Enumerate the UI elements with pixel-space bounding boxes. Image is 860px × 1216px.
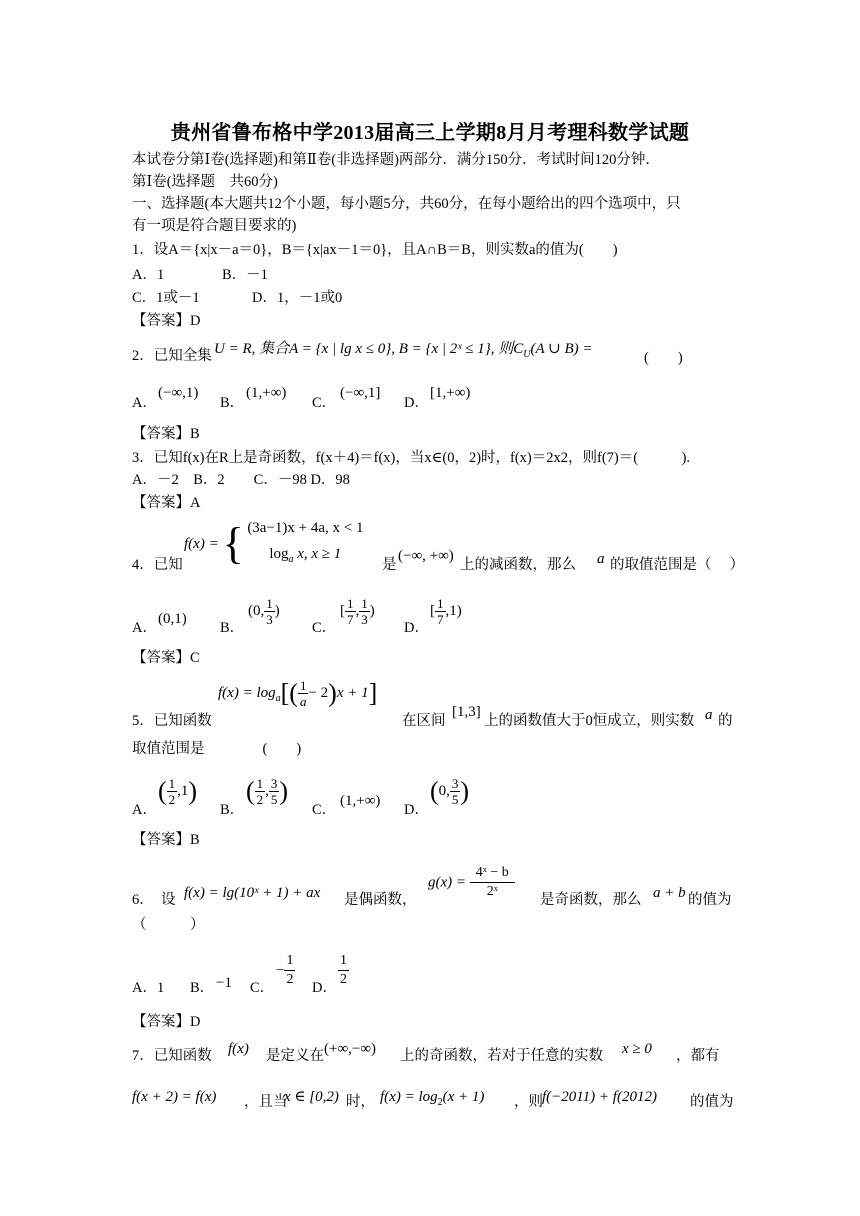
q5-a-frac: [167, 776, 178, 807]
q6-d-den: 2: [340, 972, 347, 987]
q4-c-right: ): [369, 602, 375, 619]
q5-interval: [1,3]: [452, 704, 481, 720]
q7-l2-b: 时，: [346, 1094, 375, 1110]
intro-text: 本试卷分第Ⅰ卷(选择题)和第Ⅱ卷(非选择题)两部分．满分150分．考试时间120分钟．: [132, 152, 660, 168]
q5-fx: f(x) = log: [218, 684, 276, 701]
q5-b-den1: 2: [256, 792, 264, 807]
q5-d-den: 5: [451, 792, 459, 807]
q1-option-c: C．1或－1: [132, 290, 200, 306]
q4-option-d: [430, 596, 462, 627]
q4-case-2-sub: a: [288, 554, 294, 565]
q5-inner-frac: [298, 678, 309, 709]
q5-label-a: A．: [132, 802, 157, 818]
q6-option-d: [338, 952, 349, 989]
q5-option-d: [430, 776, 469, 807]
q6-gx: [428, 864, 515, 901]
q5-paren-close: ): [328, 678, 337, 708]
section-instructions-1: 一、选择题(本大题共12个小题，每小题5分，共60分，在每小题给出的四个选项中，只: [132, 196, 681, 212]
q5-var-text: a: [705, 707, 713, 723]
q6-c-num: 1: [284, 952, 295, 971]
q7-periodic-text: f(x + 2) = f(x): [132, 1089, 217, 1105]
q6-label-b: B．: [190, 980, 215, 996]
q5-b-frac1: [255, 776, 266, 807]
q4-tail2: 的取值范围是（ ）: [610, 557, 745, 573]
q6-answer: 【答案】D: [132, 1014, 201, 1030]
q5-b-frac2: [269, 776, 280, 807]
q4-piecewise: [184, 515, 364, 573]
q1-option-d: D．1，－1或0: [252, 290, 343, 306]
q5-tail: 上的函数值大于0恒成立，则实数: [484, 713, 695, 729]
q5-bracket-open: [(: [280, 678, 298, 708]
q4-d-frac: [435, 596, 446, 627]
q1-option-a: A．1: [132, 267, 165, 283]
q6-ab: [653, 884, 686, 902]
q5-a-num: 1: [168, 776, 176, 791]
q4-option-b: [248, 596, 280, 627]
q7-domain-text: x ∈ [0,2): [284, 1089, 339, 1105]
q2-label-a: A．: [132, 395, 157, 411]
q5-tail2: 的: [718, 713, 733, 729]
q7-fx: [228, 1040, 249, 1058]
q5-d-close: ): [460, 776, 470, 806]
q4-var: [597, 550, 605, 568]
q4-tail: 上的减函数，那么: [460, 557, 576, 573]
q5-d-num: 3: [451, 776, 459, 791]
q7-sum-text: f(−2011) + f(2012): [542, 1089, 657, 1105]
q7-l2-d: 的值为: [690, 1094, 734, 1110]
q6-ab-text: a + b: [653, 885, 686, 901]
q2-expr-sub: U: [523, 349, 531, 360]
q2-option-d: [1,+∞): [430, 385, 471, 401]
q5-a-open: (: [158, 776, 167, 806]
q5-b-num2: 3: [270, 776, 278, 791]
q7-l2-c: ，则: [514, 1094, 543, 1110]
q3-stem: 3．已知f(x)在R上是奇函数，f(x＋4)＝f(x)，当x∈(0，2)时，f(x)＝2x2，则f(7)＝( ).: [132, 450, 691, 466]
page-title: 贵州省鲁布格中学2013届高三上学期8月月考理科数学试题: [170, 122, 690, 144]
q7-mid: 是定义在: [266, 1048, 324, 1064]
q4-c-comma: ,: [355, 602, 360, 619]
q3-answer: 【答案】A: [132, 495, 201, 511]
q4-c-frac1: [345, 596, 356, 627]
q2-option-a: (−∞,1): [158, 385, 199, 401]
q6-d-frac: [338, 952, 349, 989]
q5-label-b: B．: [220, 802, 245, 818]
q7-l2-a: ，且当: [244, 1094, 288, 1110]
q5-inner-tail: − 2: [308, 684, 329, 701]
q4-b-den: 3: [266, 612, 273, 627]
q5-d-frac: [450, 776, 461, 807]
q6-c-den: 2: [286, 972, 294, 987]
q2-expression: [214, 340, 593, 364]
q5-option-c: (1,+∞): [340, 793, 381, 809]
q5-d-open: (: [430, 776, 439, 806]
q7-periodic: [132, 1088, 216, 1106]
q5-b-num1: 1: [256, 776, 264, 791]
q7-tail: 上的奇函数，若对于任意的实数: [400, 1048, 603, 1064]
q6-tail: 是奇函数，那么: [540, 892, 642, 908]
q6-gx-num: 4ˣ − b: [470, 864, 515, 883]
q4-c-num2: 1: [361, 596, 368, 611]
q5-function: [218, 678, 377, 709]
q4-cases: [247, 515, 363, 573]
q5-line2: 取值范围是 ( ): [132, 741, 302, 757]
q2-lead: 2．已知全集: [132, 348, 212, 364]
q5-option-b: ( $\frac{1}{2}$ , $\frac{3}{5}$ ): [246, 776, 289, 807]
q5-var: [705, 706, 713, 724]
q4-fx: f(x) =: [184, 536, 219, 552]
q4-label-a: A．: [132, 620, 157, 636]
q6-c-frac: [284, 952, 295, 989]
q6-d-num: 1: [338, 952, 349, 971]
q5-b-open: (: [246, 776, 255, 806]
q2-answer: 【答案】B: [132, 426, 200, 442]
q4-option-c: [340, 596, 375, 627]
q5-lead: 5．已知函数: [132, 713, 212, 729]
q4-c-num1: 1: [347, 596, 354, 611]
q6-option-a: A．1: [132, 980, 165, 996]
q4-case-1: (3a−1)x + 4a, x < 1: [247, 520, 364, 536]
q6-tail2: 的值为: [688, 892, 732, 908]
q5-a-den: 2: [168, 792, 176, 807]
q2-label-c: C．: [312, 395, 337, 411]
q5-bracket-close: ]: [368, 678, 378, 708]
q4-interval: (−∞, +∞): [398, 548, 454, 564]
q5-answer: 【答案】B: [132, 832, 200, 848]
q4-b-left: (0,: [248, 602, 265, 619]
q5-fx-sub: a: [275, 692, 281, 704]
q2-paren: ( ): [644, 350, 683, 366]
q6-lead: 6． 设: [132, 892, 176, 908]
q4-mid: 是: [382, 557, 397, 573]
q2-option-b: (1,+∞): [246, 385, 287, 401]
q4-d-right: ,1): [445, 602, 462, 619]
q6-option-b: −1: [216, 975, 232, 991]
q5-a-tail: ,1: [177, 782, 189, 799]
section-instructions-2: 有一项是符合题目要求的): [132, 218, 297, 234]
q7-cond-text: x ≥ 0: [622, 1041, 652, 1057]
q4-case-2: [247, 541, 363, 573]
q4-b-right: ): [274, 602, 280, 619]
q4-brace: {: [222, 519, 244, 568]
q4-d-num: 1: [437, 596, 444, 611]
q4-c-left: [: [340, 602, 345, 619]
q4-lead: 4．已知: [132, 557, 183, 573]
q4-label-c: C．: [312, 620, 337, 636]
q4-b-frac: [264, 596, 275, 627]
part-heading: 第Ⅰ卷(选择题 共60分): [132, 174, 278, 190]
q4-d-left: [: [430, 602, 435, 619]
q7-log-sub: 2: [437, 1097, 443, 1108]
q4-option-a: (0,1): [158, 611, 187, 627]
q5-mid: 在区间: [402, 713, 446, 729]
q5-label-c: C．: [312, 802, 337, 818]
q6-gx-text: g(x) =: [428, 874, 467, 891]
q7-log-tail: (x + 1): [442, 1089, 485, 1105]
q7-tail2: ，都有: [676, 1048, 720, 1064]
q4-case-2-tail: x, x ≥ 1: [293, 546, 342, 562]
q4-var-text: a: [597, 551, 605, 567]
q5-label-d: D．: [404, 802, 429, 818]
q6-gx-frac: [470, 864, 515, 901]
q4-label-d: D．: [404, 620, 429, 636]
q5-inner-den: a: [299, 694, 307, 709]
q5-b-close: ): [279, 776, 289, 806]
q7-fx-text: f(x): [228, 1041, 249, 1057]
q6-gx-den: 2ˣ: [486, 884, 498, 899]
q7-sum: [542, 1088, 657, 1106]
q5-a-close: ): [188, 776, 198, 806]
q7-log: [380, 1088, 484, 1112]
q6-label-c: C．: [250, 980, 275, 996]
q6-fx: [184, 884, 320, 902]
q4-d-den: 7: [437, 612, 444, 627]
q6-fx-text: f(x) = lg(10ˣ + 1) + ax: [184, 885, 321, 901]
q5-inner-x: x + 1: [336, 684, 369, 701]
q6-c-sign: −: [276, 962, 285, 979]
q5-option-a: [158, 776, 197, 807]
q4-answer: 【答案】C: [132, 650, 200, 666]
q7-lead: 7．已知函数: [132, 1048, 212, 1064]
q7-domain: [284, 1088, 339, 1106]
q4-b-num: 1: [266, 596, 273, 611]
q2-label-d: D．: [404, 395, 429, 411]
q4-c-frac2: [359, 596, 370, 627]
q7-log-text: f(x) = log: [380, 1089, 438, 1105]
q3-options: A．－2 B．2 C．－98 D．98: [132, 472, 350, 488]
q7-cond: [622, 1040, 652, 1058]
q5-inner-num: 1: [299, 678, 307, 693]
q6-label-d: D．: [312, 980, 337, 996]
q4-label-b: B．: [220, 620, 245, 636]
q5-b-den2: 5: [270, 792, 278, 807]
q1-stem: 1．设A＝{x|x－a＝0}，B＝{x|ax－1＝0}，且A∩B＝B，则实数a的值为( ): [132, 242, 618, 258]
q6-mid: 是偶函数，: [344, 892, 417, 908]
q6-paren: （ ）: [132, 917, 205, 933]
q1-option-b: B．－1: [222, 267, 268, 283]
q5-d-left: 0,: [438, 782, 450, 799]
q1-answer: 【答案】D: [132, 313, 201, 329]
q4-c-den2: 3: [361, 612, 368, 627]
q4-case-2-log: log: [269, 546, 289, 562]
q6-option-c: [276, 952, 295, 989]
q2-expr-tail: (A ∪ B) =: [530, 341, 593, 357]
q4-c-den1: 7: [347, 612, 354, 627]
q2-label-b: B．: [220, 395, 245, 411]
q7-interval: (+∞,−∞): [324, 1041, 377, 1057]
q2-option-c: (−∞,1]: [340, 385, 381, 401]
q2-expr-main: U = R, 集合A = {x | lg x ≤ 0}, B = {x | 2ˣ ≤ 1}, 则C: [214, 341, 524, 357]
